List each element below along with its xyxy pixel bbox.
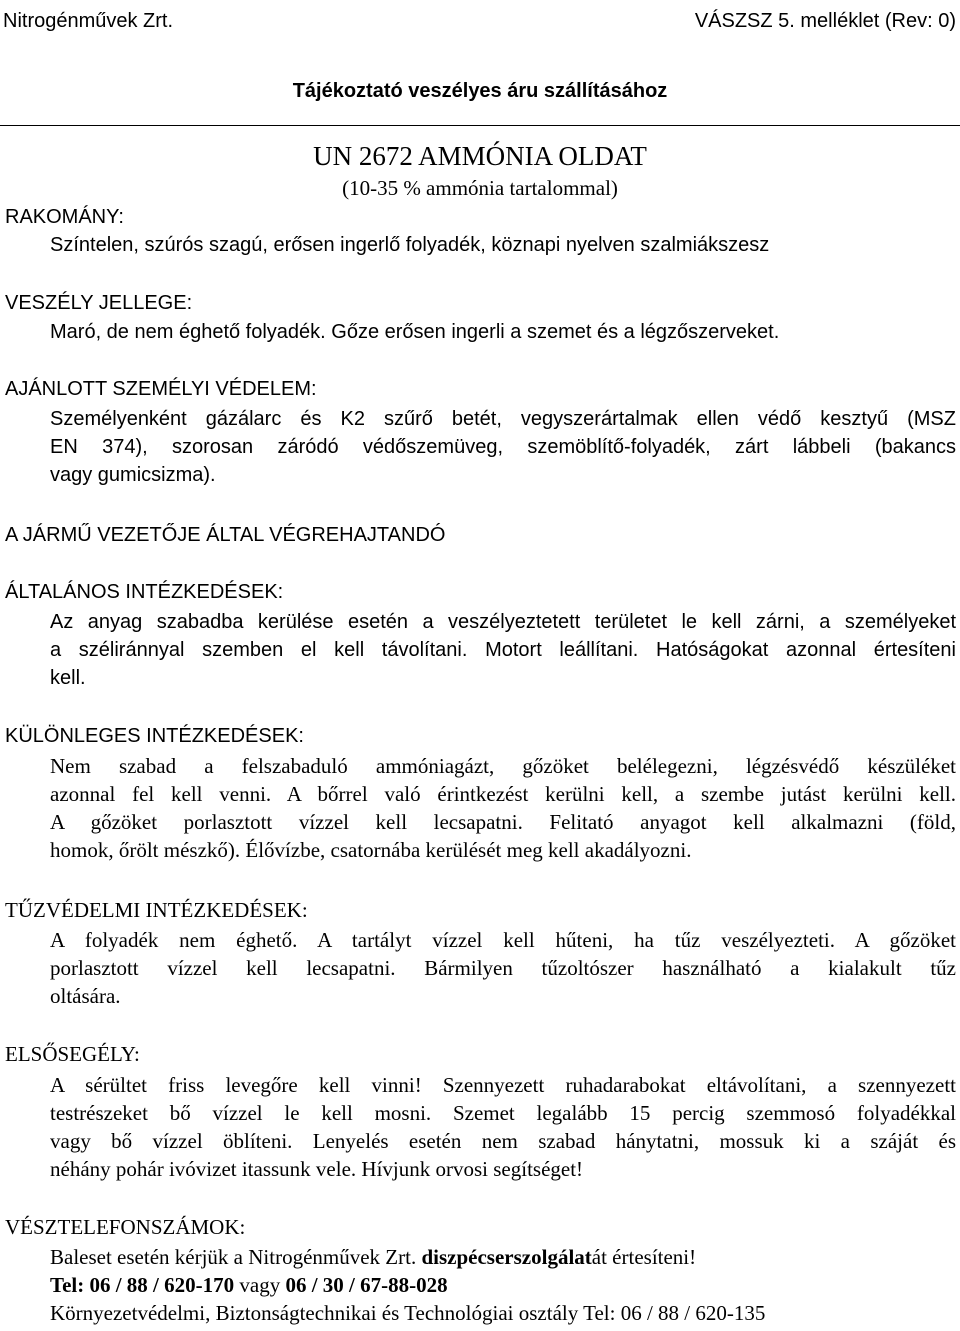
ppe-text: Személyenként gázálarc és K2 szűrő betét, vegyszerártalmak ellen védő kesztyű (MSZ EN 374), szorosan záródó védőszemüveg, szemöblítő-folyadék, zárt lábbeli (bakancs vagy gumicsizma). bbox=[50, 408, 956, 486]
phones-tel-line: Tel: 06 / 88 / 620-170 vagy 06 / 30 / 67-88-028 bbox=[50, 1273, 448, 1297]
phones-text bbox=[50, 1243, 956, 1327]
un-concentration: (10-35 % ammónia tartalommal) bbox=[342, 176, 618, 200]
fire-heading: TŰZVÉDELMI INTÉZKEDÉSEK: bbox=[5, 898, 308, 922]
un-name: UN 2672 AMMÓNIA OLDAT bbox=[313, 141, 647, 171]
hazard-heading: VESZÉLY JELLEGE: bbox=[5, 292, 193, 314]
driver-heading: A JÁRMŰ VEZETŐJE ÁLTAL VÉGREHAJTANDÓ bbox=[5, 524, 446, 546]
header-annex: VÁSZSZ 5. melléklet (Rev: 0) bbox=[694, 10, 956, 32]
title-divider bbox=[0, 125, 960, 126]
cargo-heading: RAKOMÁNY: bbox=[5, 206, 124, 228]
hazard-text: Maró, de nem éghető folyadék. Gőze erősen ingerli a szemet és a légzőszerveket. bbox=[50, 321, 780, 343]
cargo-text: Színtelen, szúrós szagú, erősen ingerlő folyadék, köznapi nyelven szalmiákszesz bbox=[50, 234, 770, 256]
header-company: Nitrogénművek Zrt. bbox=[3, 10, 174, 32]
special-text: Nem szabad a felszabaduló ammóniagázt, gőzöket belélegezni, légzésvédő készüléket azonnal fel kell venni. A bőrrel való érintkezést kerülni kell, a szembe jutást kerülni kell. A gőzöket porlasztott vízzel kell lecsapatni. Felitató anyagot kell alkalmazni (föld, homok, őrölt mészkő). Élővízbe, csatornába kerülését meg kell akadályozni. bbox=[50, 754, 956, 862]
phones-dispatch-line: Baleset esetén kérjük a Nitrogénművek Zrt. diszpécserszolgálatát értesíteni! bbox=[50, 1245, 697, 1269]
general-heading: ÁLTALÁNOS INTÉZKEDÉSEK: bbox=[5, 581, 284, 603]
fire-text: A folyadék nem éghető. A tartályt vízzel kell hűteni, ha tűz veszélyezteti. A gőzöket porlasztott vízzel kell lecsapatni. Bármilyen tűzoltószer használható a kialakult tűz oltására. bbox=[50, 928, 956, 1008]
document-title: Tájékoztató veszélyes áru szállításához bbox=[292, 80, 668, 102]
firstaid-text: A sérültet friss levegőre kell vinni! Szennyezett ruhadarabokat eltávolítani, a szennyezett testrészeket bő vízzel le kell mosni. Szemet legalább 15 percig szemmosó folyadékkal vagy bő vízzel öblíteni. Lenyelés esetén nem szabad hánytatni, mossuk ki a száját és néhány pohár ivóvizet itassunk vele. Hívjunk orvosi segítséget! bbox=[50, 1073, 956, 1181]
phones-department-line: Környezetvédelmi, Biztonságtechnikai és Technológiai osztály Tel: 06 / 88 / 620-135 bbox=[50, 1301, 766, 1325]
special-heading: KÜLÖNLEGES INTÉZKEDÉSEK: bbox=[5, 725, 304, 747]
ppe-heading: AJÁNLOTT SZEMÉLYI VÉDELEM: bbox=[5, 378, 317, 400]
general-text: Az anyag szabadba kerülése esetén a veszélyeztetett területet le kell zárni, a személyeket a széliránnyal szemben el kell távolítani. Motort leállítani. Hatóságokat azonnal értesíteni kell. bbox=[50, 611, 956, 689]
firstaid-heading: ELSŐSEGÉLY: bbox=[5, 1042, 140, 1066]
phones-heading: VÉSZTELEFONSZÁMOK: bbox=[5, 1215, 246, 1239]
